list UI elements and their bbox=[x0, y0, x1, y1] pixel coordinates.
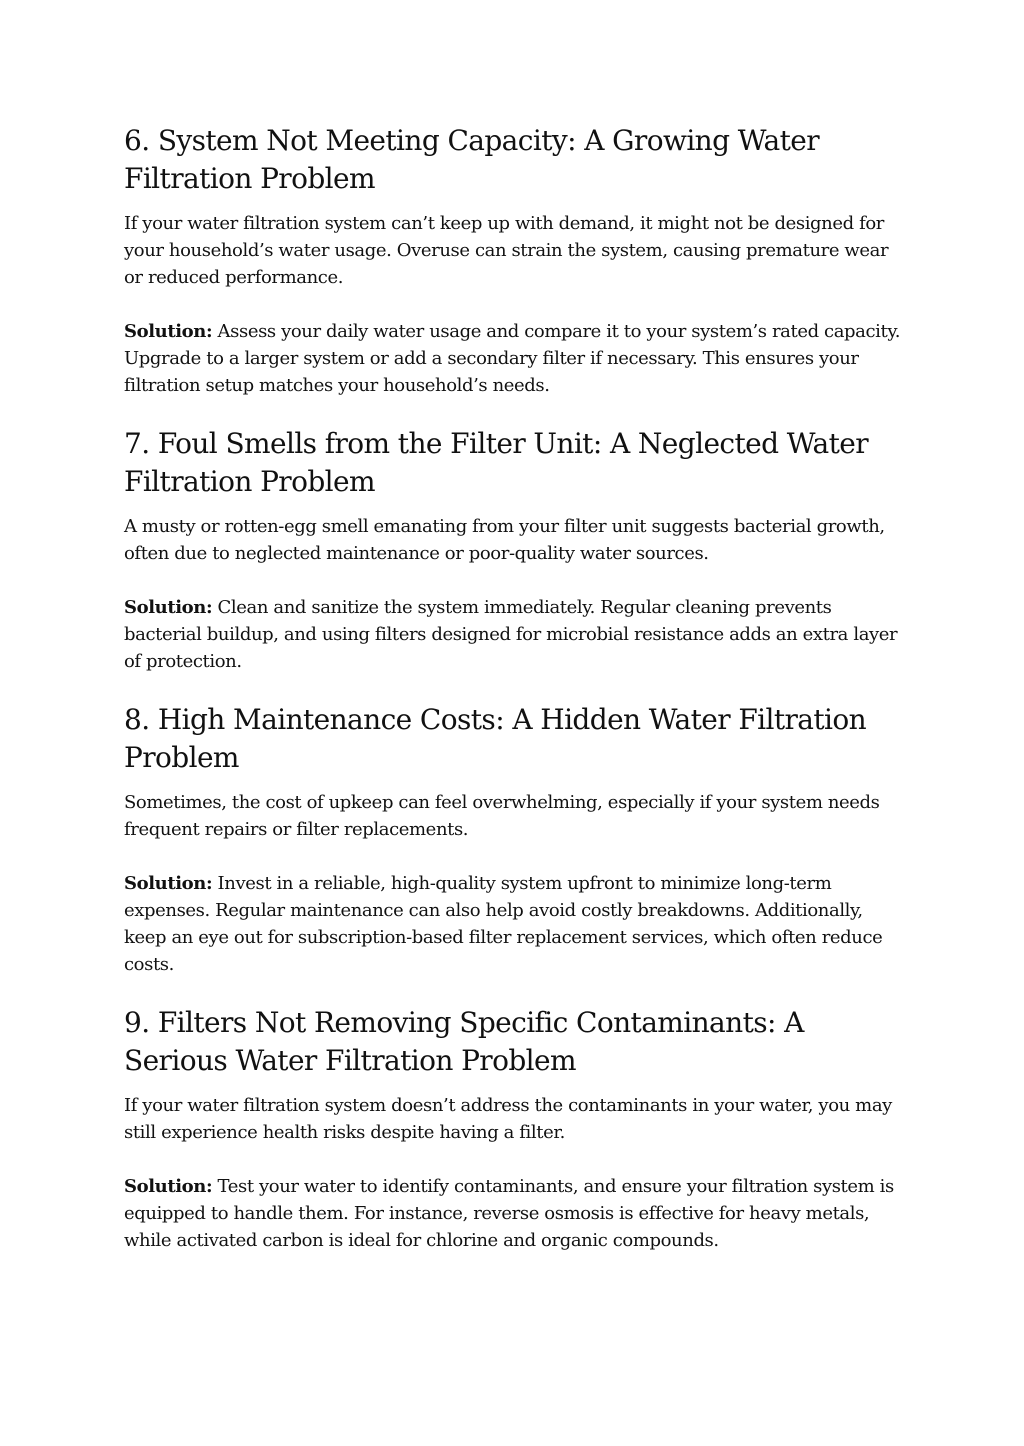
paragraph-spacer bbox=[124, 843, 904, 870]
solution-text: Clean and sanitize the system immediately. Regular cleaning prevents bacterial buildup, and using filters designed for microbial resistance adds an extra layer of protection. bbox=[124, 597, 898, 672]
solution-label: Solution: bbox=[124, 321, 213, 342]
section-heading: 8. High Maintenance Costs: A Hidden Water Filtration Problem bbox=[124, 703, 867, 774]
solution-text: Test your water to identify contaminants, and ensure your filtration system is equipped to handle them. For instance, reverse osmosis is effective for heavy metals, while activated carbon is ideal for chlorine and organic compounds. bbox=[124, 1176, 894, 1251]
section-foul-smells bbox=[124, 425, 904, 675]
section-specific-contaminants bbox=[124, 1004, 904, 1254]
section-maintenance-costs bbox=[124, 701, 904, 978]
solution-label: Solution: bbox=[124, 873, 213, 894]
section-intro: If your water filtration system can’t keep up with demand, it might not be designed for your household’s water usage. Overuse can strain the system, causing premature wear or reduced performance. bbox=[124, 213, 889, 288]
section-intro: A musty or rotten-egg smell emanating from your filter unit suggests bacterial growth, often due to neglected maintenance or poor-quality water sources. bbox=[124, 516, 885, 564]
section-heading: 6. System Not Meeting Capacity: A Growing Water Filtration Problem bbox=[124, 124, 819, 195]
paragraph-spacer bbox=[124, 291, 904, 318]
section-system-capacity bbox=[124, 122, 904, 399]
solution-label: Solution: bbox=[124, 597, 213, 618]
solution-paragraph bbox=[124, 594, 904, 675]
solution-text: Invest in a reliable, high-quality system upfront to minimize long-term expenses. Regular maintenance can also help avoid costly breakdowns. Additionally, keep an eye out for subscription-based filter replacement services, which often reduce costs. bbox=[124, 873, 883, 975]
paragraph-spacer bbox=[124, 1146, 904, 1173]
solution-paragraph bbox=[124, 870, 904, 978]
section-intro: Sometimes, the cost of upkeep can feel overwhelming, especially if your system needs frequent repairs or filter replacements. bbox=[124, 792, 880, 840]
solution-paragraph bbox=[124, 318, 904, 399]
solution-text: Assess your daily water usage and compare it to your system’s rated capacity. Upgrade to a larger system or add a secondary filter if necessary. This ensures your filtration setup matches your household’s needs. bbox=[124, 321, 901, 396]
section-heading: 7. Foul Smells from the Filter Unit: A Neglected Water Filtration Problem bbox=[124, 427, 868, 498]
document-page bbox=[124, 122, 904, 1280]
section-intro: If your water filtration system doesn’t address the contaminants in your water, you may still experience health risks despite having a filter. bbox=[124, 1095, 892, 1143]
paragraph-spacer bbox=[124, 567, 904, 594]
solution-paragraph bbox=[124, 1173, 904, 1254]
section-heading: 9. Filters Not Removing Specific Contaminants: A Serious Water Filtration Problem bbox=[124, 1006, 804, 1077]
solution-label: Solution: bbox=[124, 1176, 213, 1197]
